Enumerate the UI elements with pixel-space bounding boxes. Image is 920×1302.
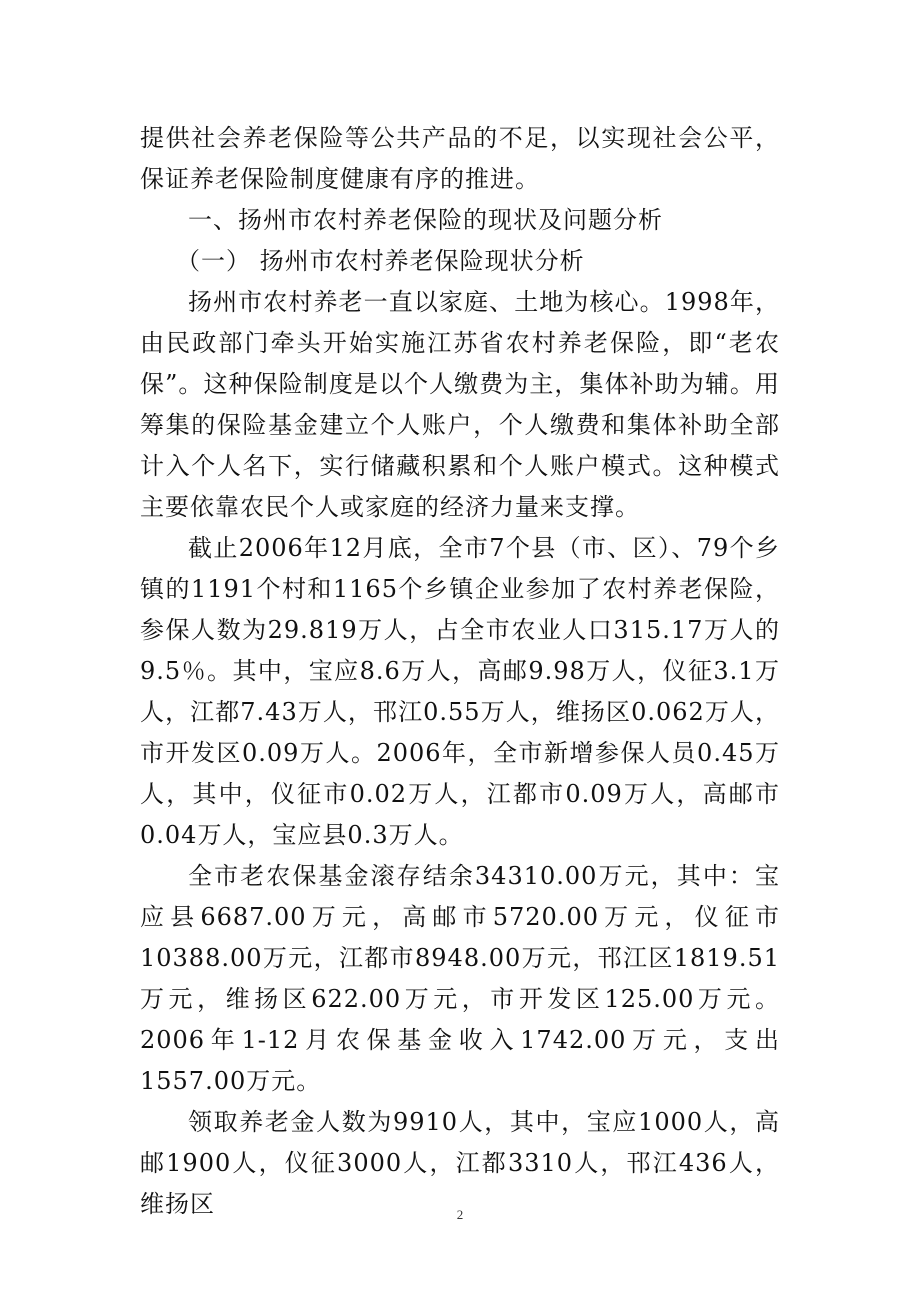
paragraph-history: 扬州市农村养老一直以家庭、土地为核心。1998年，由民政部门牵头开始实施江苏省农村养老保险，即“老农保”。这种保险制度是以个人缴费为主，集体补助为辅。用筹集的保险基金建立个人账户，个人缴费和集体补助全部计入个人名下，实行储藏积累和个人账户模式。这种模式主要依靠农民个人或家庭的经济力量来支撑。	[140, 288, 780, 521]
section-heading: 一、扬州市农村养老保险的现状及问题分析	[188, 206, 663, 234]
paragraph-pension-recipients: 领取养老金人数为9910人，其中，宝应1000人，高邮1900人，仪征3000人，江都3310人，邗江436人，维扬区	[140, 1108, 780, 1218]
paragraph-participation: 截止2006年12月底，全市7个县（市、区）、79个乡镇的1191个村和1165个乡镇企业参加了农村养老保险，参保人数为29.819万人，占全市农业人口315.17万人的9.5％。其中，宝应8.6万人，高邮9.98万人，仪征3.1万人，江都7.43万人，邗江0.55万人，维扬区0.062万人，市开发区0.09万人。2006年，全市新增参保人员0.45万人，其中，仪征市0.02万人，江都市0.09万人，高邮市0.04万人，宝应县0.3万人。	[140, 534, 780, 849]
document-body	[140, 118, 780, 1225]
page-number: 2	[456, 1207, 464, 1222]
paragraph-continuation: 提供社会养老保险等公共产品的不足，以实现社会公平，保证养老保险制度健康有序的推进。	[140, 124, 780, 193]
paragraph-fund-balance: 全市老农保基金滚存结余34310.00万元，其中：宝应县6687.00万元，高邮市5720.00万元，仪征市10388.00万元，江都市8948.00万元，邗江区1819.51万元，维扬区622.00万元，市开发区125.00万元。2006年1-12月农保基金收入1742.00万元，支出1557.00万元。	[140, 862, 780, 1095]
subsection-heading: （一） 扬州市农村养老保险现状分析	[176, 247, 585, 275]
